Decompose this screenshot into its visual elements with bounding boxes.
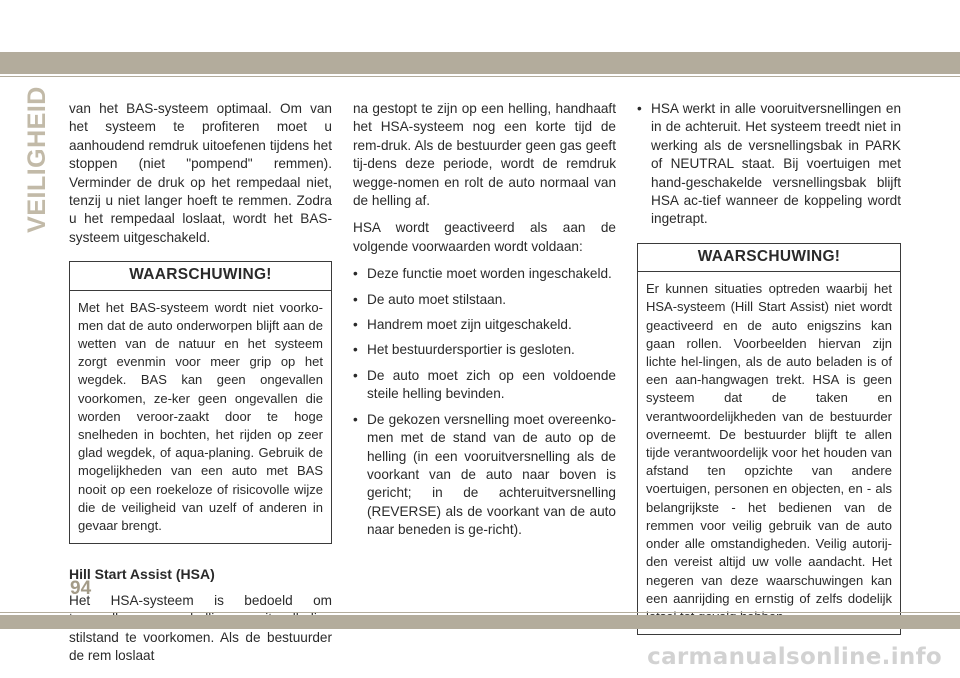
list-item-text: Het bestuurdersportier is gesloten. — [367, 342, 575, 358]
bullet-icon: • — [353, 266, 358, 282]
section-heading: Hill Start Assist (HSA) — [69, 566, 215, 583]
paragraph: na gestopt te zijn op een helling, handhaaft het HSA-systeem nog een korte tijd de rem-druk. Als de bestuurder geen gas geeft tij-dens deze periode, wordt de remdruk wegge-nomen en rolt de auto normaal van de helling af. — [353, 101, 616, 209]
paragraph: HSA wordt geactiveerd als aan de volgende voorwaarden wordt voldaan: — [353, 220, 616, 254]
warning-box-hsa — [637, 243, 901, 635]
warning-body: Met het BAS-systeem wordt niet voorko-men dat de auto onderworpen blijft aan de wetten van de natuur en het systeem zorgt evenmin voor meer grip op het wegdek. BAS kan geen ongevallen voorkomen, ze-ker geen ongevallen die worden veroor-zaakt door te hoge snelheden in bochten, het rijden op zeer glad wegdek, of aqua-planing. Gebruik de mogelijkheden van een auto met BAS nooit op een roekeloze of risicovolle wijze die de veiligheid van uzelf of anderen in gevaar brengt. — [78, 299, 323, 534]
list-item-text: De gekozen versnelling moet overeenko-men met de stand van de auto op de helling (in een vooruitversnelling als de voorkant van de auto naar boven is gericht; in de achteruitversnelling (REVERSE) als de voorkant van de auto naar beneden is ge-richt). — [367, 411, 616, 538]
list-item — [637, 100, 901, 229]
column-1 — [69, 100, 332, 674]
page-number: 94 — [70, 578, 92, 599]
list-item-text: Handrem moet zijn uitgeschakeld. — [367, 317, 572, 333]
warning-body: Er kunnen situaties optreden waarbij het HSA-systeem (Hill Start Assist) niet wordt geactiveerd en de auto enigszins kan gaan rollen. Voorbeelden hiervan zijn lichte hel-lingen, als de auto beladen is of een aan-hangwagen trekt. HSA is geen systeem dat de taken en verantwoordelijkheden van de bestuurder overneemt. De bestuurder blijft te allen tijde verantwoordelijk voor het houden van afstand ten opzichte van andere voertuigen, personen en objecten, en - als belangrijkste - het bedienen van de remmen voor veilig gebruik van de auto onder alle omstandigheden. Veilig autorij-den vereist altijd uw volle aandacht. Het negeren van deze waarschuwingen kan een aanrijding en ernstig of zelfs dodelijk — [646, 281, 892, 606]
list-item-text: Deze functie moet worden ingeschakeld. — [367, 266, 612, 282]
bullet-icon: • — [637, 101, 642, 116]
list-item — [353, 265, 616, 283]
column-3 — [637, 100, 901, 635]
warning-title: WAARSCHUWING! — [638, 244, 900, 272]
section-tab — [22, 85, 52, 233]
list-item — [353, 316, 616, 334]
list-item-text: De auto moet stilstaan. — [367, 291, 507, 307]
list-item — [353, 411, 616, 540]
watermark: carmanualsonline.info — [647, 644, 942, 670]
bullet-icon: • — [353, 317, 358, 333]
bullet-icon: • — [353, 367, 358, 383]
hsa-paragraph: Het HSA-systeem is bedoeld om stilstand te voorkomen. Als de bestuurder de rem loslaat — [69, 592, 332, 663]
header-rule — [0, 76, 960, 77]
bullet-icon: • — [353, 291, 358, 307]
warning-box-bas — [69, 261, 332, 544]
column-2 — [353, 100, 616, 547]
bullet-icon: • — [353, 411, 358, 427]
list-item — [353, 291, 616, 309]
list-item — [353, 367, 616, 404]
footer-rule — [0, 612, 960, 613]
footer-bar — [0, 615, 960, 629]
list-item-text: HSA werkt in alle vooruitversnellingen en in de achteruit. Het systeem treedt niet in werking als de versnellingsbak in PARK of NEUTRAL staat. Bij voertuigen met hand-geschakelde versnellingsbak blijft HSA ac-tief wanneer de koppeling wordt ingetrapt. — [651, 101, 901, 227]
bullet-icon: • — [353, 342, 358, 358]
warning-title: WAARSCHUWING! — [70, 262, 331, 290]
header-bar — [0, 52, 960, 74]
list-item — [353, 341, 616, 359]
section-tab-label: VEILIGHEID — [22, 85, 51, 233]
intro-paragraph: van het BAS-systeem optimaal. Om van het systeem te profiteren moet u aanhoudend remdruk uitoefenen tijdens het stoppen (niet "pompend" remmen). Verminder de druk op het rempedaal niet, tenzij u niet langer hoeft te remmen. Zodra u het rempedaal loslaat, wordt het BAS-systeem uitgeschakeld. — [69, 101, 332, 245]
list-item-text: De auto moet zich op een voldoende steile helling bevinden. — [367, 367, 616, 402]
